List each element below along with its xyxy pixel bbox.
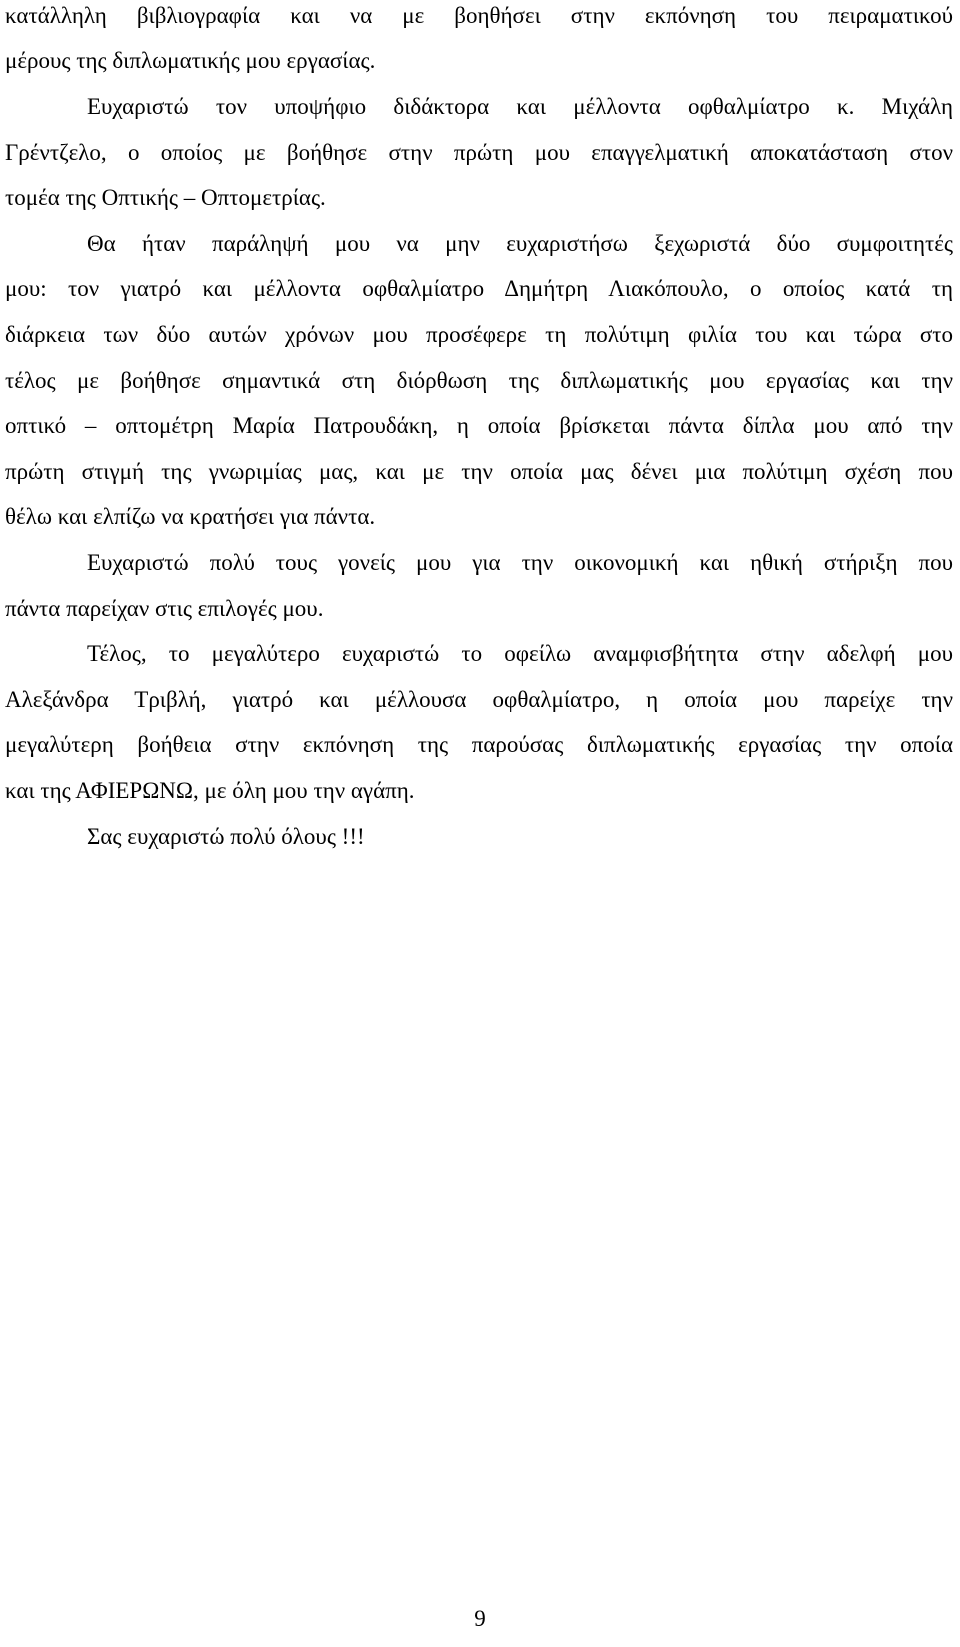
text-line: μου: τον γιατρό και μέλλοντα οφθαλμίατρο Δημήτρη Λιακόπουλο, ο οποίος κατά τη (5, 276, 953, 301)
text-line: τέλος με βοήθησε σημαντικά στη διόρθωση της διπλωματικής μου εργασίας και την (5, 368, 953, 393)
text-line: και της ΑΦΙΕΡΩΝΩ, με όλη μου την αγάπη. (5, 778, 415, 803)
text-line: πρώτη στιγμή της γνωριμίας μας, και με την οποία μας δένει μια πολύτιμη σχέση που (5, 459, 953, 484)
text-line: Σας ευχαριστώ πολύ όλους !!! (87, 824, 365, 849)
text-line: Ευχαριστώ πολύ τους γονείς μου για την οικονομική και ηθική στήριξη που (87, 550, 953, 575)
text-line: Τέλος, το μεγαλύτερο ευχαριστώ το οφείλω αναμφισβήτητα στην αδελφή μου (87, 641, 953, 666)
text-line: πάντα παρείχαν στις επιλογές μου. (5, 596, 324, 621)
text-line: μεγαλύτερη βοήθεια στην εκπόνηση της παρούσας διπλωματικής εργασίας την οποία (5, 732, 953, 757)
text-line: οπτικό – οπτομέτρη Μαρία Πατρουδάκη, η οποία βρίσκεται πάντα δίπλα μου από την (5, 413, 953, 438)
text-line: διάρκεια των δύο αυτών χρόνων μου προσέφερε τη πολύτιμη φιλία του και τώρα στο (5, 322, 953, 347)
text-line: θέλω και ελπίζω να κρατήσει για πάντα. (5, 504, 376, 529)
text-line: Θα ήταν παράληψή μου να μην ευχαριστήσω ξεχωριστά δύο συμφοιτητές (87, 231, 953, 256)
text-line: Γρέντζελο, ο οποίος με βοήθησε στην πρώτη μου επαγγελματική αποκατάσταση στον (5, 140, 953, 165)
text-line: κατάλληλη βιβλιογραφία και να με βοηθήσει στην εκπόνηση του πειραματικού (5, 3, 953, 28)
text-line: μέρους της διπλωματικής μου εργασίας. (5, 48, 376, 73)
text-line: Ευχαριστώ τον υποψήφιο διδάκτορα και μέλλοντα οφθαλμίατρο κ. Μιχάλη (87, 94, 953, 119)
page-number: 9 (474, 1606, 486, 1631)
text-line: Αλεξάνδρα Τριβλή, γιατρό και μέλλουσα οφθαλμίατρο, η οποία μου παρείχε την (5, 687, 953, 712)
text-line: τομέα της Οπτικής – Οπτομετρίας. (5, 185, 326, 210)
